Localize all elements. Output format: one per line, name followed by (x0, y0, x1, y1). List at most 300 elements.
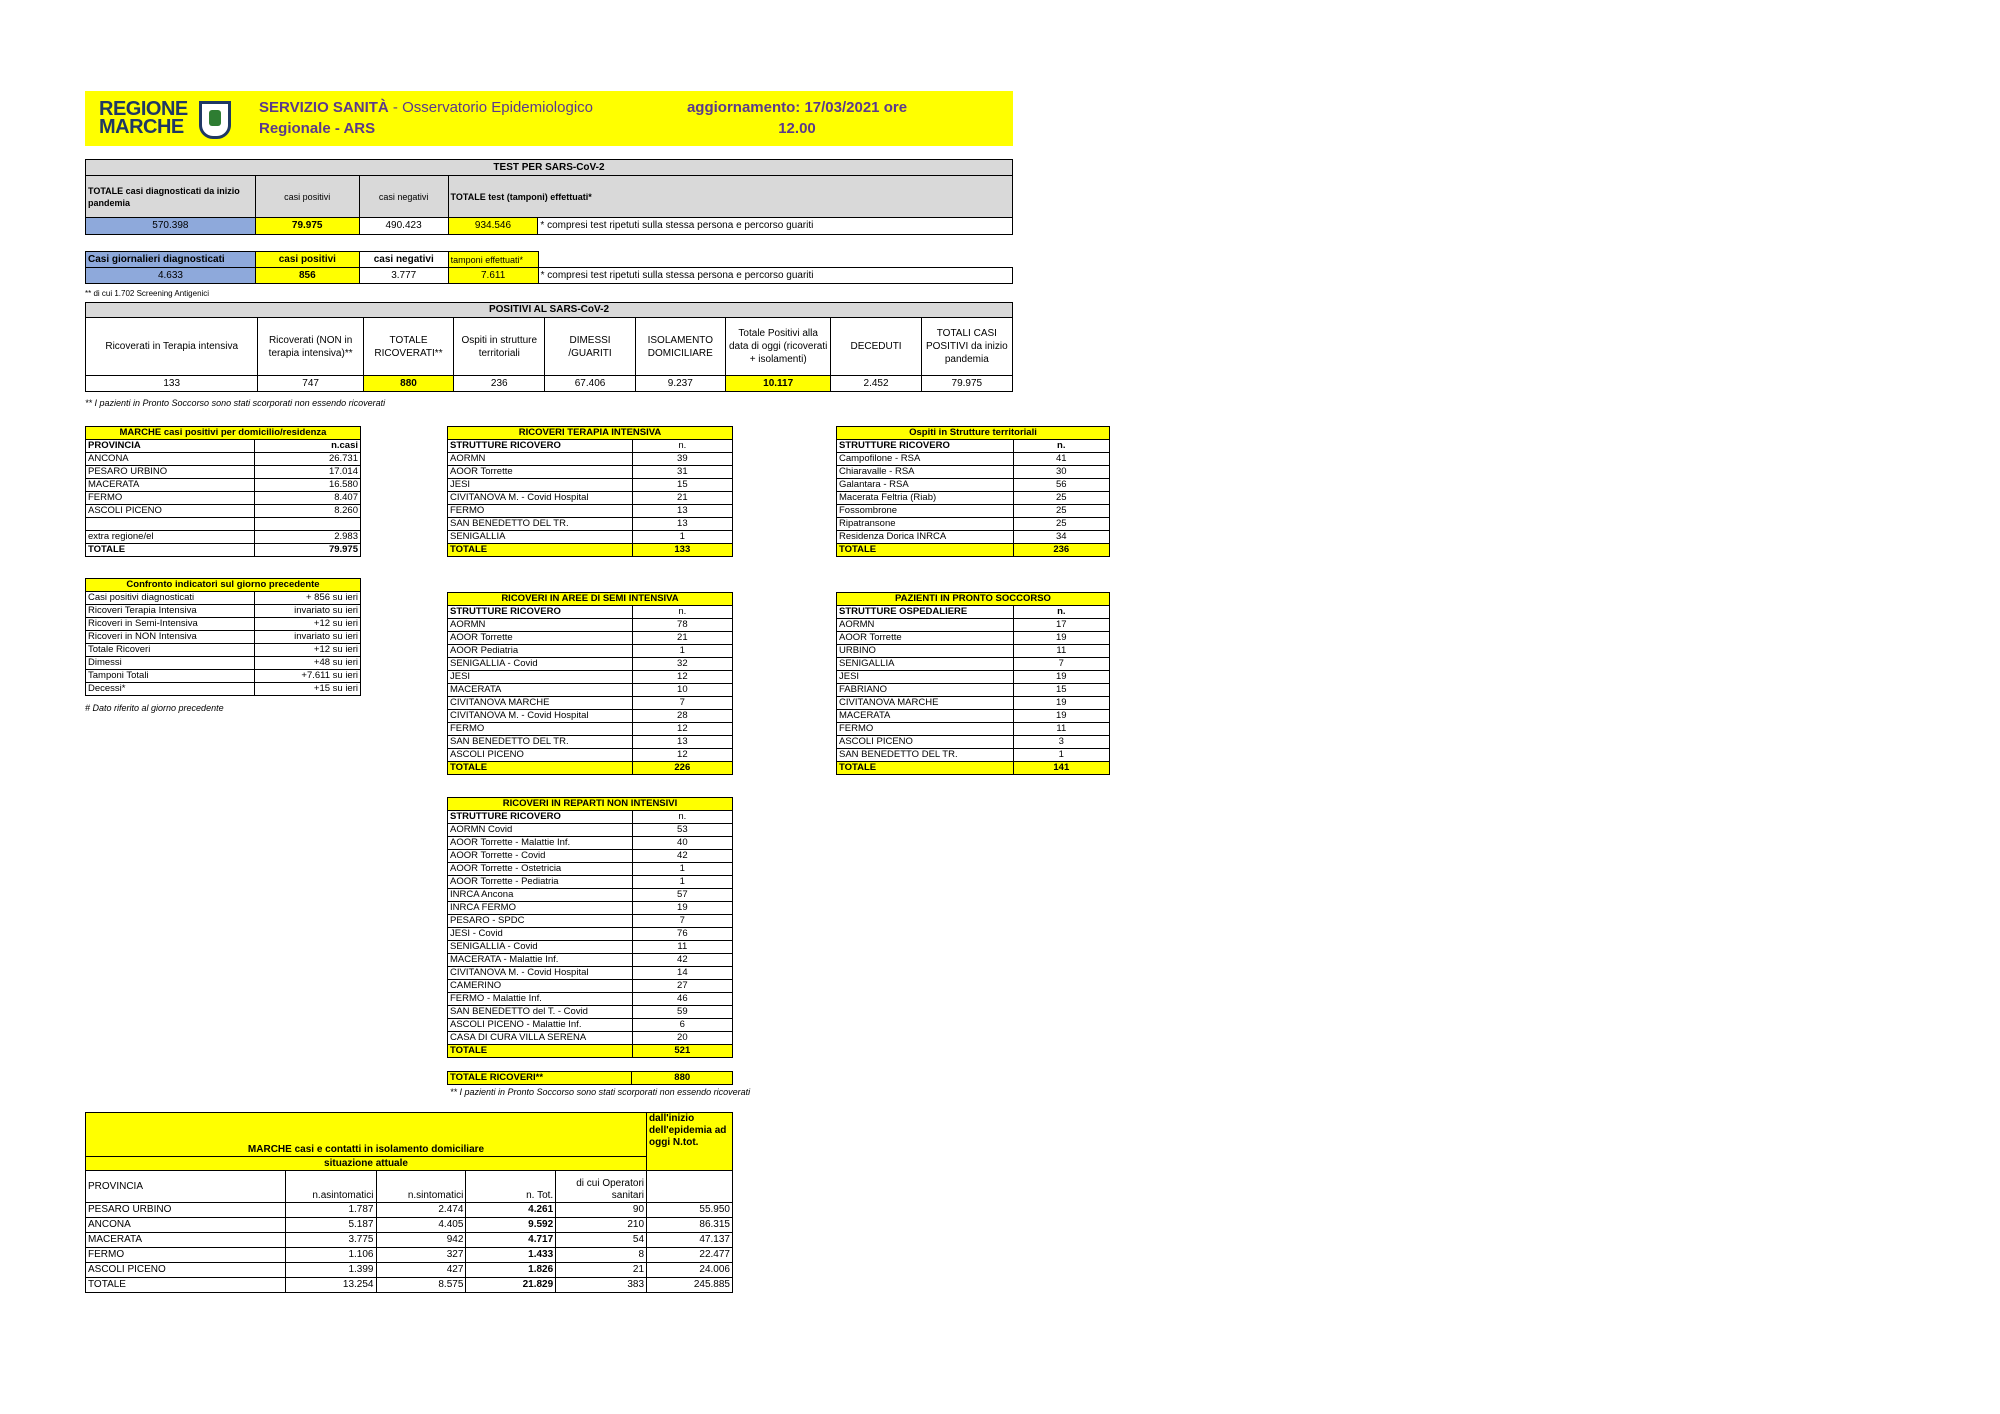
daily-v4: 7.611 (448, 268, 538, 284)
semi-row (448, 632, 733, 645)
nonint-row (448, 1006, 733, 1019)
isol-table (85, 1112, 733, 1293)
confronto-row-value: invariato su ieri (255, 631, 361, 644)
nonint-row-name: SAN BENEDETTO del T. - Covid (448, 1006, 633, 1019)
positivi-title: POSITIVI AL SARS-CoV-2 (86, 303, 1013, 318)
confronto-row-value: +12 su ieri (255, 618, 361, 631)
positivi-value-6: 10.117 (725, 376, 830, 392)
ps-row-name: SAN BENEDETTO DEL TR. (837, 749, 1014, 762)
isol-row-tot: 9.592 (466, 1218, 556, 1233)
isol-row-asint: 13.254 (285, 1278, 376, 1293)
ps-row-value: 19 (1013, 710, 1109, 723)
nonint-row-value: 59 (632, 1006, 732, 1019)
tot-ricoveri-table (447, 1071, 733, 1085)
ospiti-row-name: Campofilone - RSA (837, 453, 1014, 466)
isol-h-prov: PROVINCIA (86, 1171, 286, 1203)
ti-row-name: JESI (448, 479, 633, 492)
ospiti-row (837, 492, 1110, 505)
tot-ricoveri-label: TOTALE RICOVERI** (448, 1072, 632, 1085)
isol-row-tot: 1.826 (466, 1263, 556, 1278)
ospiti-row-name: Chiaravalle - RSA (837, 466, 1014, 479)
nonint-row-value: 46 (632, 993, 732, 1006)
semi-row-name: JESI (448, 671, 633, 684)
ti-row-value: 1 (632, 531, 732, 544)
nonint-row (448, 941, 733, 954)
logo-text-line2: MARCHE (99, 116, 184, 138)
semi-row (448, 671, 733, 684)
provincia-row (86, 466, 361, 479)
positivi-header-0: Ricoverati in Terapia intensiva (86, 318, 258, 376)
ospiti-total-label: TOTALE (837, 544, 1014, 557)
provincia-row (86, 492, 361, 505)
semi-row-value: 7 (632, 697, 732, 710)
provincia-row (86, 453, 361, 466)
provincia-title: MARCHE casi positivi per domicilio/residenza (86, 427, 361, 440)
provincia-row-value: 79.975 (255, 544, 361, 557)
positivi-value-2: 880 (363, 376, 453, 392)
positivi-note: ** I pazienti in Pronto Soccorso sono stati scorporati non essendo ricoverati (85, 398, 386, 408)
ps-table (836, 592, 1110, 775)
ti-row-value: 31 (632, 466, 732, 479)
semi-row-name: AORMN (448, 619, 633, 632)
semi-row (448, 684, 733, 697)
ps-row-value: 19 (1013, 697, 1109, 710)
confronto-row-name: Dimessi (86, 657, 255, 670)
provincia-h1: PROVINCIA (86, 440, 255, 453)
ospiti-row (837, 518, 1110, 531)
semi-row-value: 21 (632, 632, 732, 645)
isol-row-oper: 210 (556, 1218, 647, 1233)
provincia-row-value: 2.983 (255, 531, 361, 544)
nonint-row-value: 27 (632, 980, 732, 993)
nonint-title: RICOVERI IN REPARTI NON INTENSIVI (448, 798, 733, 811)
test-v1: 570.398 (86, 218, 256, 235)
shield-icon (199, 101, 231, 139)
isol-h-sint: n.sintomatici (376, 1171, 466, 1203)
tot-ricoveri-val: 880 (632, 1072, 733, 1085)
provincia-row-name: MACERATA (86, 479, 255, 492)
semi-h1: STRUTTURE RICOVERO (448, 606, 633, 619)
positivi-header-2: TOTALE RICOVERATI** (363, 318, 453, 376)
ti-row (448, 453, 733, 466)
nonint-table (447, 797, 733, 1058)
ti-row-name: FERMO (448, 505, 633, 518)
ti-row-name: AOOR Torrette (448, 466, 633, 479)
ti-title: RICOVERI TERAPIA INTENSIVA (448, 427, 733, 440)
ps-row (837, 658, 1110, 671)
nonint-row (448, 980, 733, 993)
update-date: aggiornamento: 17/03/2021 ore (686, 99, 908, 116)
ti-row-value: 13 (632, 505, 732, 518)
isol-row-all: 24.006 (647, 1263, 733, 1278)
provincia-row (86, 531, 361, 544)
nonint-row (448, 954, 733, 967)
nonint-row-name: CASA DI CURA VILLA SERENA (448, 1032, 633, 1045)
ti-table (447, 426, 733, 557)
confronto-row (86, 657, 361, 670)
nonint-row-name: JESI - Covid (448, 928, 633, 941)
isol-row-asint: 5.187 (285, 1218, 376, 1233)
daily-col3: casi negativi (359, 252, 448, 268)
confronto-row (86, 592, 361, 605)
confronto-row (86, 631, 361, 644)
semi-row (448, 710, 733, 723)
provincia-row-name: FERMO (86, 492, 255, 505)
ps-h2: n. (1013, 606, 1109, 619)
test-v2: 79.975 (255, 218, 359, 235)
ti-row (448, 518, 733, 531)
isol-row (86, 1263, 733, 1278)
ospiti-row-value: 25 (1013, 505, 1109, 518)
confronto-row-value: +12 su ieri (255, 644, 361, 657)
ospiti-row (837, 466, 1110, 479)
ospiti-title: Ospiti in Strutture territoriali (837, 427, 1110, 440)
ps-row-name: FERMO (837, 723, 1014, 736)
logo-text-line1: REGIONE (99, 98, 188, 120)
ps-row (837, 697, 1110, 710)
ps-row (837, 645, 1110, 658)
semi-row-name: FERMO (448, 723, 633, 736)
provincia-row (86, 518, 361, 531)
provincia-row (86, 505, 361, 518)
daily-col4: tamponi effettuati* (448, 252, 538, 268)
positivi-value-7: 2.452 (831, 376, 921, 392)
isol-row-prov: FERMO (86, 1248, 286, 1263)
semi-row-value: 12 (632, 671, 732, 684)
ospiti-row-name: Galantara - RSA (837, 479, 1014, 492)
daily-note: * compresi test ripetuti sulla stessa persona e percorso guariti (538, 268, 1012, 284)
ospiti-row-value: 25 (1013, 518, 1109, 531)
isol-row-oper: 54 (556, 1233, 647, 1248)
semi-total: 226 (632, 762, 732, 775)
ps-row (837, 723, 1110, 736)
provincia-row-name: TOTALE (86, 544, 255, 557)
ps-row-name: MACERATA (837, 710, 1014, 723)
semi-row-name: SAN BENEDETTO DEL TR. (448, 736, 633, 749)
provincia-row-name: ASCOLI PICENO (86, 505, 255, 518)
semi-row (448, 736, 733, 749)
positivi-header-5: ISOLAMENTO DOMICILIARE (635, 318, 725, 376)
banner-subtitle: Regionale - ARS (259, 120, 376, 137)
nonint-row-name: AOOR Torrette - Pediatria (448, 876, 633, 889)
semi-total-label: TOTALE (448, 762, 633, 775)
ps-row-name: ASCOLI PICENO (837, 736, 1014, 749)
confronto-row-value: +48 su ieri (255, 657, 361, 670)
nonint-row-name: MACERATA - Malattie Inf. (448, 954, 633, 967)
isol-row-asint: 1.399 (285, 1263, 376, 1278)
semi-row-value: 10 (632, 684, 732, 697)
ps-row-name: URBINO (837, 645, 1014, 658)
isol-title: MARCHE casi e contatti in isolamento domiciliare (86, 1113, 647, 1157)
isol-row-asint: 3.775 (285, 1233, 376, 1248)
isol-row-asint: 1.787 (285, 1203, 376, 1218)
ospiti-row (837, 453, 1110, 466)
ospiti-row (837, 479, 1110, 492)
ospiti-row-name: Residenza Dorica INRCA (837, 531, 1014, 544)
ps-row-value: 15 (1013, 684, 1109, 697)
semi-row (448, 749, 733, 762)
isol-row-sint: 8.575 (376, 1278, 466, 1293)
provincia-row-value: 8.407 (255, 492, 361, 505)
semi-row-value: 12 (632, 723, 732, 736)
isol-row-oper: 90 (556, 1203, 647, 1218)
isol-h-tot: n. Tot. (466, 1171, 556, 1203)
positivi-header-4: DIMESSI /GUARITI (545, 318, 635, 376)
test-table (85, 159, 1013, 235)
nonint-row-value: 19 (632, 902, 732, 915)
nonint-row-name: ASCOLI PICENO - Malattie Inf. (448, 1019, 633, 1032)
nonint-row-value: 6 (632, 1019, 732, 1032)
ti-total-label: TOTALE (448, 544, 633, 557)
nonint-row-name: PESARO - SPDC (448, 915, 633, 928)
test-v4: 934.546 (448, 218, 538, 235)
header-banner (85, 91, 1013, 146)
daily-footnote: ** di cui 1.702 Screening Antigenici (85, 289, 210, 298)
nonint-row-name: FERMO - Malattie Inf. (448, 993, 633, 1006)
positivi-header-3: Ospiti in strutture territoriali (454, 318, 545, 376)
ps-row (837, 710, 1110, 723)
confronto-row (86, 605, 361, 618)
confronto-note: # Dato riferito al giorno precedente (85, 703, 224, 713)
ospiti-row-value: 34 (1013, 531, 1109, 544)
confronto-row-name: Ricoveri in Semi-Intensiva (86, 618, 255, 631)
isol-row (86, 1218, 733, 1233)
semi-row-name: CIVITANOVA MARCHE (448, 697, 633, 710)
ti-row-name: SENIGALLIA (448, 531, 633, 544)
provincia-row-name: extra regione/el (86, 531, 255, 544)
confronto-title: Confronto indicatori sul giorno precedente (86, 579, 361, 592)
ps-row-value: 3 (1013, 736, 1109, 749)
semi-row-value: 13 (632, 736, 732, 749)
nonint-row-name: AOOR Torrette - Malattie Inf. (448, 837, 633, 850)
confronto-row (86, 670, 361, 683)
semi-row (448, 645, 733, 658)
semi-row (448, 697, 733, 710)
isol-row-prov: ASCOLI PICENO (86, 1263, 286, 1278)
nonint-row-value: 14 (632, 967, 732, 980)
provincia-row-value: 8.260 (255, 505, 361, 518)
provincia-row-value: 17.014 (255, 466, 361, 479)
provincia-row-name (86, 518, 255, 531)
provincia-row (86, 479, 361, 492)
isol-row-all: 245.885 (647, 1278, 733, 1293)
semi-row (448, 658, 733, 671)
ospiti-row-value: 30 (1013, 466, 1109, 479)
isol-row-prov: TOTALE (86, 1278, 286, 1293)
confronto-row (86, 618, 361, 631)
nonint-row (448, 1019, 733, 1032)
nonint-row (448, 915, 733, 928)
semi-row (448, 723, 733, 736)
ps-row-value: 19 (1013, 671, 1109, 684)
ps-row (837, 632, 1110, 645)
ps-row-name: AOOR Torrette (837, 632, 1014, 645)
semi-h2: n. (632, 606, 732, 619)
ps-row-name: AORMN (837, 619, 1014, 632)
isol-h-asint: n.asintomatici (285, 1171, 376, 1203)
confronto-row-name: Ricoveri in NON Intensiva (86, 631, 255, 644)
nonint-row-name: AOOR Torrette - Covid (448, 850, 633, 863)
provincia-row-value: 16.580 (255, 479, 361, 492)
isol-row (86, 1233, 733, 1248)
ti-row-value: 21 (632, 492, 732, 505)
isol-row-all: 86.315 (647, 1218, 733, 1233)
nonint-row (448, 876, 733, 889)
ps-h1: STRUTTURE OSPEDALIERE (837, 606, 1014, 619)
semi-row-value: 28 (632, 710, 732, 723)
ti-row (448, 531, 733, 544)
ps-row-name: CIVITANOVA MARCHE (837, 697, 1014, 710)
daily-table (85, 251, 1013, 284)
confronto-row-value: +7.611 su ieri (255, 670, 361, 683)
semi-row-value: 32 (632, 658, 732, 671)
positivi-value-4: 67.406 (545, 376, 635, 392)
nonint-row-value: 1 (632, 876, 732, 889)
nonint-row-name: INRCA FERMO (448, 902, 633, 915)
ps-row (837, 736, 1110, 749)
ospiti-row (837, 505, 1110, 518)
nonint-row-name: SENIGALLIA - Covid (448, 941, 633, 954)
ti-row (448, 492, 733, 505)
ospiti-row-name: Fossombrone (837, 505, 1014, 518)
nonint-row (448, 993, 733, 1006)
test-title: TEST PER SARS-CoV-2 (86, 160, 1013, 176)
nonint-row-value: 1 (632, 863, 732, 876)
semi-row-name: AOOR Pediatria (448, 645, 633, 658)
ti-row-name: AORMN (448, 453, 633, 466)
isol-row-prov: PESARO URBINO (86, 1203, 286, 1218)
nonint-row-value: 7 (632, 915, 732, 928)
semi-title: RICOVERI IN AREE DI SEMI INTENSIVA (448, 593, 733, 606)
ps-row-value: 7 (1013, 658, 1109, 671)
isol-row-oper: 21 (556, 1263, 647, 1278)
nonint-h1: STRUTTURE RICOVERO (448, 811, 633, 824)
semi-row-name: MACERATA (448, 684, 633, 697)
ps-row-value: 11 (1013, 645, 1109, 658)
ospiti-h2: n. (1013, 440, 1109, 453)
confronto-row-value: +15 su ieri (255, 683, 361, 696)
positivi-header-7: DECEDUTI (831, 318, 921, 376)
provincia-row-value (255, 518, 361, 531)
isol-row-prov: ANCONA (86, 1218, 286, 1233)
ti-row-name: CIVITANOVA M. - Covid Hospital (448, 492, 633, 505)
positivi-value-0: 133 (86, 376, 258, 392)
isol-row-asint: 1.106 (285, 1248, 376, 1263)
provincia-row-name: PESARO URBINO (86, 466, 255, 479)
test-v3: 490.423 (359, 218, 448, 235)
isol-row-sint: 427 (376, 1263, 466, 1278)
daily-v3: 3.777 (359, 268, 448, 284)
isol-row (86, 1278, 733, 1293)
isol-row-tot: 21.829 (466, 1278, 556, 1293)
isol-row-all: 47.137 (647, 1233, 733, 1248)
ospiti-row (837, 531, 1110, 544)
nonint-row (448, 850, 733, 863)
ospiti-h1: STRUTTURE RICOVERO (837, 440, 1014, 453)
nonint-row-value: 42 (632, 954, 732, 967)
semi-row-name: CIVITANOVA M. - Covid Hospital (448, 710, 633, 723)
confronto-row-value: invariato su ieri (255, 605, 361, 618)
nonint-row-name: AORMN Covid (448, 824, 633, 837)
isol-row (86, 1203, 733, 1218)
provincia-table (85, 426, 361, 557)
isol-row (86, 1248, 733, 1263)
isol-h-oper: di cui Operatori sanitari (556, 1171, 647, 1203)
semi-row-value: 1 (632, 645, 732, 658)
ps-row-name: SENIGALLIA (837, 658, 1014, 671)
ti-row-name: SAN BENEDETTO DEL TR. (448, 518, 633, 531)
daily-col1: Casi giornalieri diagnosticati (86, 252, 256, 268)
isol-row-oper: 383 (556, 1278, 647, 1293)
ospiti-table (836, 426, 1110, 557)
ti-row (448, 479, 733, 492)
nonint-row (448, 863, 733, 876)
ti-row-value: 15 (632, 479, 732, 492)
isol-row-sint: 4.405 (376, 1218, 466, 1233)
ps-row (837, 684, 1110, 697)
ps-total-label: TOTALE (837, 762, 1014, 775)
isol-row-all: 55.950 (647, 1203, 733, 1218)
nonint-row-value: 53 (632, 824, 732, 837)
test-note: * compresi test ripetuti sulla stessa persona e percorso guariti (538, 218, 1013, 235)
ospiti-row-name: Macerata Feltria (Riab) (837, 492, 1014, 505)
daily-col2: casi positivi (255, 252, 359, 268)
nonint-row-value: 40 (632, 837, 732, 850)
ps-title: PAZIENTI IN PRONTO SOCCORSO (837, 593, 1110, 606)
semi-row-value: 78 (632, 619, 732, 632)
semi-row-name: SENIGALLIA - Covid (448, 658, 633, 671)
ps-row-value: 11 (1013, 723, 1109, 736)
nonint-row-value: 11 (632, 941, 732, 954)
confronto-row-name: Totale Ricoveri (86, 644, 255, 657)
ps-row (837, 671, 1110, 684)
isol-subtitle: situazione attuale (86, 1157, 647, 1171)
nonint-row-value: 76 (632, 928, 732, 941)
ti-h2: n. (632, 440, 732, 453)
ospiti-row-name: Ripatransone (837, 518, 1014, 531)
nonint-row-value: 42 (632, 850, 732, 863)
positivi-value-8: 79.975 (921, 376, 1012, 392)
positivi-header-6: Totale Positivi alla data di oggi (ricoverati + isolamenti) (725, 318, 830, 376)
ti-row-value: 13 (632, 518, 732, 531)
nonint-total: 521 (632, 1045, 732, 1058)
confronto-row-name: Decessi* (86, 683, 255, 696)
isol-right-header: dall'inizio dell'epidemia ad oggi N.tot. (647, 1113, 733, 1171)
ps-row-name: FABRIANO (837, 684, 1014, 697)
isol-row-oper: 8 (556, 1248, 647, 1263)
isol-row-tot: 4.261 (466, 1203, 556, 1218)
nonint-row (448, 824, 733, 837)
semi-row-value: 12 (632, 749, 732, 762)
confronto-table (85, 578, 361, 696)
ps-row-value: 17 (1013, 619, 1109, 632)
test-col4: TOTALE test (tamponi) effettuati* (448, 176, 1012, 218)
tot-ricoveri-note: ** I pazienti in Pronto Soccorso sono stati scorporati non essendo ricoverati (450, 1087, 751, 1097)
isol-row-all: 22.477 (647, 1248, 733, 1263)
provincia-h2: n.casi (255, 440, 361, 453)
confronto-row-name: Casi positivi diagnosticati (86, 592, 255, 605)
isol-row-tot: 1.433 (466, 1248, 556, 1263)
confronto-row (86, 644, 361, 657)
nonint-row-name: INRCA Ancona (448, 889, 633, 902)
positivi-value-3: 236 (454, 376, 545, 392)
ospiti-row-value: 25 (1013, 492, 1109, 505)
nonint-row-value: 20 (632, 1032, 732, 1045)
ti-row (448, 505, 733, 518)
banner-title-rest: - Osservatorio Epidemiologico (388, 99, 594, 116)
semi-row-name: AOOR Torrette (448, 632, 633, 645)
nonint-row (448, 837, 733, 850)
